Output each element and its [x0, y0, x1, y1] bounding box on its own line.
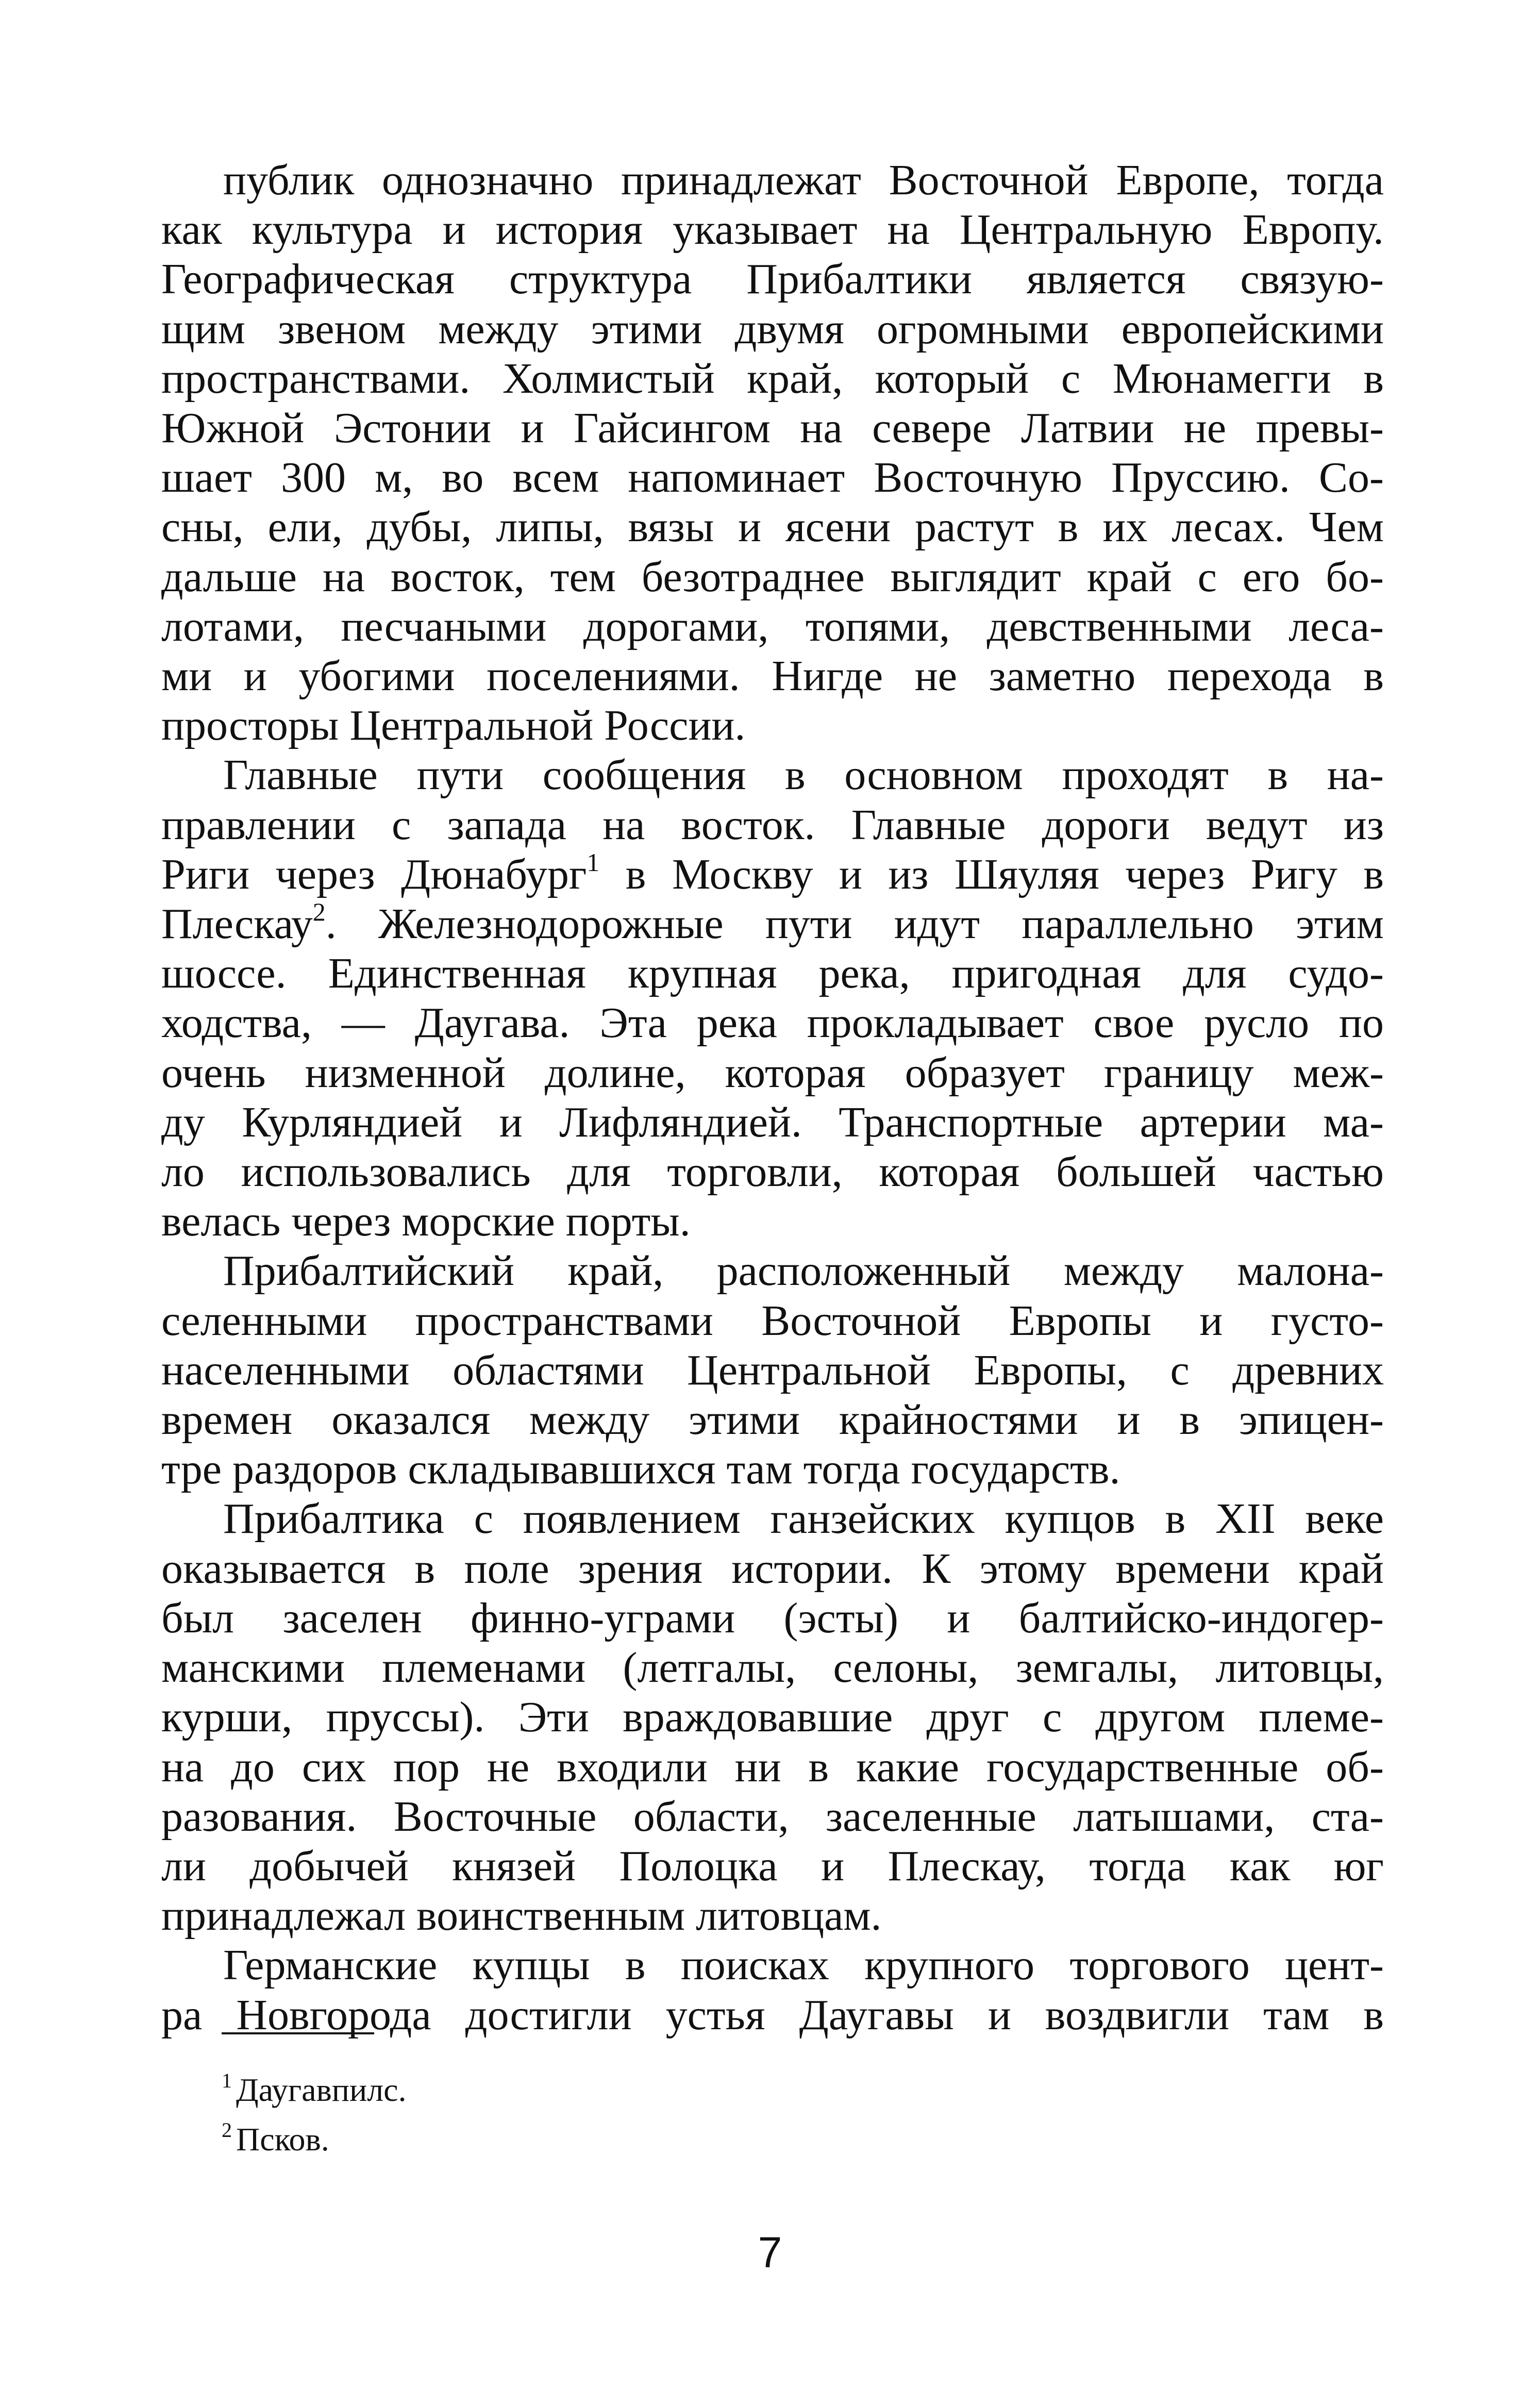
text-line: Прибалтийский край, расположенный между малона- — [223, 1247, 1384, 1295]
paragraph — [161, 1494, 1384, 1941]
text-line: шоссе. Единственная крупная река, пригодная для судо- — [161, 949, 1384, 998]
text-line: правлении с запада на восток. Главные дороги ведут из — [161, 800, 1384, 849]
text-line: манскими племенами (летгалы, селоны, земгалы, литовцы, — [161, 1644, 1384, 1692]
text-line: Географическая структура Прибалтики является связую- — [161, 255, 1384, 304]
text-line: тре раздоров складывавшихся там тогда государств. — [161, 1445, 1120, 1494]
text-fragment: . Железнодорожные пути идут параллельно этим — [325, 900, 1384, 948]
text-line: на до сих пор не входили ни в какие государственные об- — [161, 1743, 1384, 1791]
text-line: шает 300 м, во всем напоминает Восточную Пруссию. Со- — [161, 454, 1384, 502]
text-line: публик однозначно принадлежат Восточной Европе, тогда — [223, 156, 1384, 204]
footnote-divider — [222, 2032, 374, 2034]
footnotes — [222, 2061, 840, 2160]
footnote — [222, 2110, 840, 2160]
main-text — [161, 156, 1384, 2040]
text-line: Южной Эстонии и Гайсингом на севере Латвии не превы- — [161, 404, 1384, 453]
text-line: ми и убогими поселениями. Нигде не заметно перехода в — [161, 652, 1384, 700]
page-number: 7 — [758, 2228, 782, 2277]
footnote-text: Псков. — [236, 2121, 329, 2158]
footnote — [222, 2061, 840, 2110]
footnote-reference: 1 — [587, 847, 600, 877]
text-line: ло использовались для торговли, которая большей частью — [161, 1148, 1384, 1196]
text-line: Германские купцы в поисках крупного торгового цент- — [223, 1941, 1384, 1990]
text-line: велась через морские порты. — [161, 1197, 691, 1246]
text-line: дальше на восток, тем безотраднее выглядит край с его бо- — [161, 553, 1384, 601]
text-fragment: Плескау — [161, 900, 313, 948]
footnote-reference: 2 — [312, 897, 326, 927]
paragraph — [161, 1941, 1384, 2040]
paragraph — [161, 1246, 1384, 1494]
text-line: как культура и история указывает на Центральную Европу. — [161, 206, 1384, 254]
footnote-mark: 1 — [222, 2069, 232, 2092]
text-line: населенными областями Центральной Европы, с древних — [161, 1346, 1384, 1394]
footnote-mark: 2 — [222, 2118, 232, 2142]
text-line: Главные пути сообщения в основном проходят в на- — [223, 751, 1384, 799]
footnote-text: Даугавпилс. — [236, 2071, 407, 2108]
text-line: сны, ели, дубы, липы, вязы и ясени растут в их лесах. Чем — [161, 503, 1384, 552]
paragraph — [161, 750, 1384, 1246]
text-line: разования. Восточные области, заселенные латышами, ста- — [161, 1792, 1384, 1841]
text-line: ду Курляндией и Лифляндией. Транспортные артерии ма- — [161, 1098, 1384, 1146]
text-fragment: Риги через Дюнабург — [161, 850, 587, 898]
text-line: просторы Центральной России. — [161, 701, 746, 750]
text-line: лотами, песчаными дорогами, топями, девственными леса- — [161, 602, 1384, 650]
text-line: очень низменной долине, которая образует границу меж- — [161, 1048, 1384, 1097]
text-line: ра Новгорода достигли устья Даугавы и воздвигли там в — [161, 1991, 1384, 2039]
text-line — [161, 847, 1384, 899]
text-line: селенными пространствами Восточной Европы и густо- — [161, 1296, 1384, 1345]
text-line: был заселен финно-уграми (эсты) и балтийско-индогер- — [161, 1594, 1384, 1642]
text-line: оказывается в поле зрения истории. К этому времени край — [161, 1544, 1384, 1593]
text-line: времен оказался между этими крайностями и в эпицен- — [161, 1396, 1384, 1444]
text-line: пространствами. Холмистый край, который с Мюнамегги в — [161, 354, 1384, 403]
paragraph — [161, 156, 1384, 750]
text-line: принадлежал воинственным литовцам. — [161, 1892, 882, 1940]
text-line — [161, 899, 1384, 949]
text-line: ходства, — Даугава. Эта река прокладывает свое русло по — [161, 999, 1384, 1047]
text-line: ли добычей князей Полоцка и Плескау, тогда как юг — [161, 1842, 1384, 1890]
text-line: щим звеном между этими двумя огромными европейскими — [161, 305, 1384, 353]
text-fragment: в Москву и из Шяуляя через Ригу в — [599, 850, 1384, 898]
text-line: Прибалтика с появлением ганзейских купцов в XII веке — [223, 1495, 1384, 1543]
text-line: курши, пруссы). Эти враждовавшие друг с другом племе- — [161, 1693, 1384, 1742]
